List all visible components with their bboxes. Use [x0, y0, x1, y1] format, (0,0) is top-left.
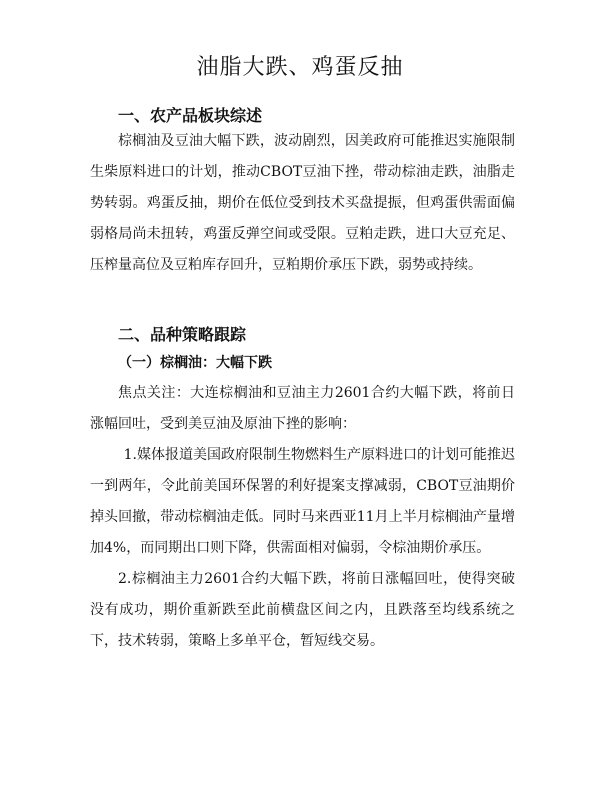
focus-paragraph: 焦点关注：大连棕榈油和豆油主力2601合约大幅下跌，将前日涨幅回吐，受到美豆油及原油下挫的影响： [90, 385, 515, 432]
strategy-item-1: 1.媒体报道美国政府限制生物燃料生产原料进口的计划可能推迟一到两年，令此前美国环保署的利好提案支撑减弱，CBOT豆油期价掉头回撤，带动棕榈油走低。同时马来西亚11月上半月棕榈油产量增加4%，而同期出口则下降，供需面相对偏弱，令棕油期价承压。 [90, 447, 515, 556]
section-heading-strategy: 二、品种策略跟踪 [118, 325, 247, 344]
strategy-item-2: 2.棕榈油主力2601合约大幅下跌，将前日涨幅回吐，使得突破没有成功，期价重新跌至此前横盘区间之内，且跌落至均线系统之下，技术转弱，策略上多单平仓，暂短线交易。 [90, 571, 515, 649]
document-title: 油脂大跌、鸡蛋反抽 [196, 55, 404, 80]
overview-paragraph: 棕榈油及豆油大幅下跌，波动剧烈，因美政府可能推迟实施限制生柴原料进口的计划，推动CBOT豆油下挫，带动棕油走跌，油脂走势转弱。鸡蛋反抽，期价在低位受到技术买盘提振，但鸡蛋供需面偏弱格局尚未扭转，鸡蛋反弹空间或受限。豆粕走跌，进口大豆充足、压榨量高位及豆粕库存回升，豆粕期价承压下跌，弱势或持续。 [90, 133, 515, 273]
section-heading-overview: 一、农产品板块综述 [118, 106, 263, 125]
subheading-palm-oil: （一）棕榈油：大幅下跌 [118, 355, 272, 371]
